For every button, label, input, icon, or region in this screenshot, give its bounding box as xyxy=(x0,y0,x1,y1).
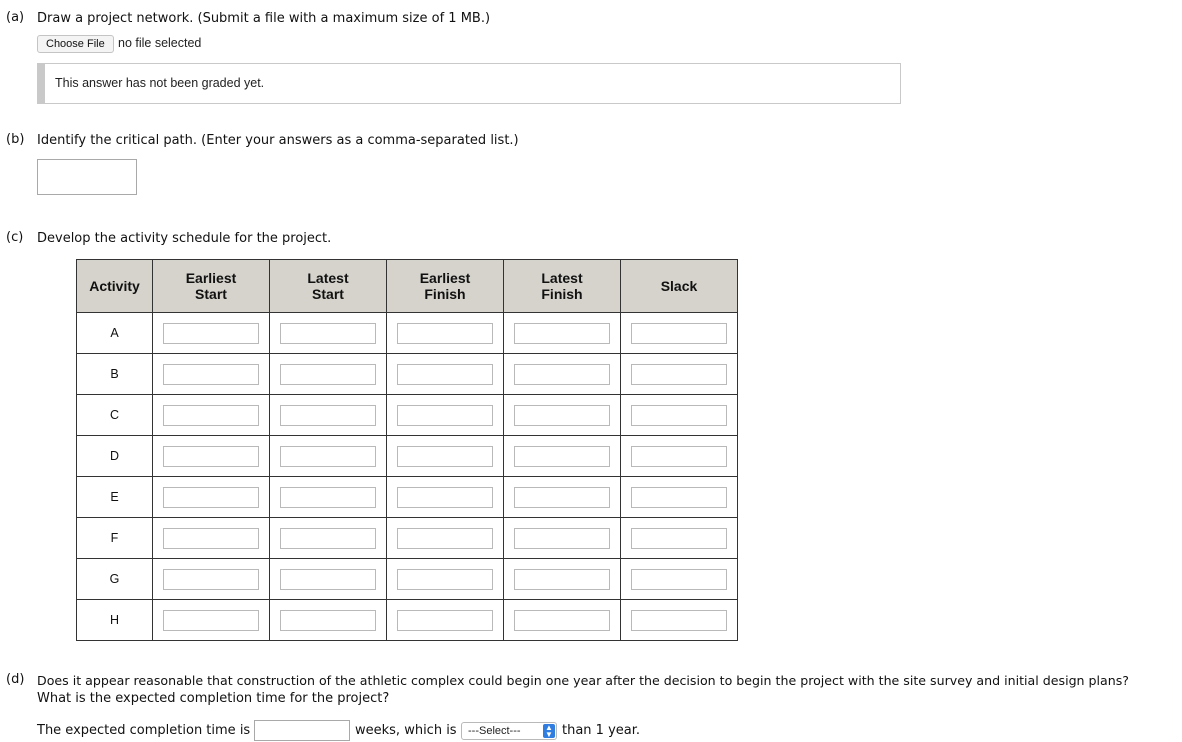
latest-finish-input[interactable] xyxy=(514,569,610,590)
earliest-finish-input[interactable] xyxy=(397,528,493,549)
header-earliest-start: Earliest Start xyxy=(153,260,270,313)
slack-input[interactable] xyxy=(631,405,727,426)
table-row xyxy=(77,559,738,600)
latest-finish-input[interactable] xyxy=(514,405,610,426)
part-d-question-line1: Does it appear reasonable that construction of the athletic complex could begin one year after the decision to begin the project with the site survey and initial design plans? xyxy=(37,673,1129,688)
table-row xyxy=(77,313,738,354)
completion-sentence-end: than 1 year. xyxy=(562,723,641,738)
earliest-start-input[interactable] xyxy=(163,446,259,467)
part-b-question: Identify the critical path. (Enter your answers as a comma-separated list.) xyxy=(37,133,519,148)
part-d-question-line2: What is the expected completion time for the project? xyxy=(37,691,390,706)
graded-notice-text: This answer has not been graded yet. xyxy=(55,76,265,90)
latest-start-input[interactable] xyxy=(280,446,376,467)
earliest-finish-input[interactable] xyxy=(397,364,493,385)
earliest-finish-input[interactable] xyxy=(397,405,493,426)
activity-cell: H xyxy=(77,600,153,641)
latest-start-input[interactable] xyxy=(280,528,376,549)
latest-start-input[interactable] xyxy=(280,323,376,344)
completion-sentence-mid: weeks, which is xyxy=(355,723,457,738)
table-row xyxy=(77,436,738,477)
slack-input[interactable] xyxy=(631,610,727,631)
latest-start-input[interactable] xyxy=(280,405,376,426)
file-status: no file selected xyxy=(118,36,202,50)
slack-input[interactable] xyxy=(631,446,727,467)
activity-cell: C xyxy=(77,395,153,436)
slack-input[interactable] xyxy=(631,528,727,549)
activity-cell: F xyxy=(77,518,153,559)
slack-input[interactable] xyxy=(631,364,727,385)
latest-start-input[interactable] xyxy=(280,610,376,631)
activity-cell: G xyxy=(77,559,153,600)
latest-finish-input[interactable] xyxy=(514,446,610,467)
earliest-finish-input[interactable] xyxy=(397,487,493,508)
activity-schedule-table xyxy=(76,259,738,641)
table-row xyxy=(77,354,738,395)
latest-finish-input[interactable] xyxy=(514,323,610,344)
part-a-question: Draw a project network. (Submit a file with a maximum size of 1 MB.) xyxy=(37,11,491,26)
part-b-label: (b) xyxy=(6,132,25,147)
earliest-start-input[interactable] xyxy=(163,405,259,426)
earliest-finish-input[interactable] xyxy=(397,323,493,344)
comparison-select-value: ---Select--- xyxy=(468,725,521,737)
latest-finish-input[interactable] xyxy=(514,528,610,549)
activity-cell: A xyxy=(77,313,153,354)
header-latest-finish: Latest Finish xyxy=(504,260,621,313)
slack-input[interactable] xyxy=(631,569,727,590)
slack-input[interactable] xyxy=(631,487,727,508)
activity-cell: E xyxy=(77,477,153,518)
completion-time-input[interactable] xyxy=(254,720,350,741)
part-c-question: Develop the activity schedule for the project. xyxy=(37,231,332,246)
latest-finish-input[interactable] xyxy=(514,364,610,385)
critical-path-input[interactable] xyxy=(37,159,137,195)
latest-finish-input[interactable] xyxy=(514,610,610,631)
earliest-start-input[interactable] xyxy=(163,610,259,631)
latest-start-input[interactable] xyxy=(280,364,376,385)
header-activity: Activity xyxy=(77,260,153,313)
part-c-label: (c) xyxy=(6,230,24,245)
select-arrows-icon: ▲ ▼ xyxy=(543,724,555,738)
earliest-finish-input[interactable] xyxy=(397,610,493,631)
latest-finish-input[interactable] xyxy=(514,487,610,508)
graded-notice xyxy=(37,63,901,104)
earliest-start-input[interactable] xyxy=(163,569,259,590)
earliest-finish-input[interactable] xyxy=(397,569,493,590)
choose-file-button[interactable]: Choose File xyxy=(37,35,114,53)
part-d-label: (d) xyxy=(6,672,25,687)
table-row xyxy=(77,395,738,436)
comparison-select[interactable] xyxy=(461,722,557,740)
activity-cell: D xyxy=(77,436,153,477)
earliest-start-input[interactable] xyxy=(163,323,259,344)
header-earliest-finish: Earliest Finish xyxy=(387,260,504,313)
slack-input[interactable] xyxy=(631,323,727,344)
table-row xyxy=(77,477,738,518)
table-row xyxy=(77,600,738,641)
activity-cell: B xyxy=(77,354,153,395)
part-a-label: (a) xyxy=(6,10,25,25)
completion-sentence-start: The expected completion time is xyxy=(37,723,251,738)
latest-start-input[interactable] xyxy=(280,569,376,590)
header-slack: Slack xyxy=(621,260,738,313)
header-latest-start: Latest Start xyxy=(270,260,387,313)
earliest-start-input[interactable] xyxy=(163,487,259,508)
earliest-start-input[interactable] xyxy=(163,528,259,549)
earliest-start-input[interactable] xyxy=(163,364,259,385)
table-header-row xyxy=(77,260,738,313)
earliest-finish-input[interactable] xyxy=(397,446,493,467)
table-row xyxy=(77,518,738,559)
latest-start-input[interactable] xyxy=(280,487,376,508)
